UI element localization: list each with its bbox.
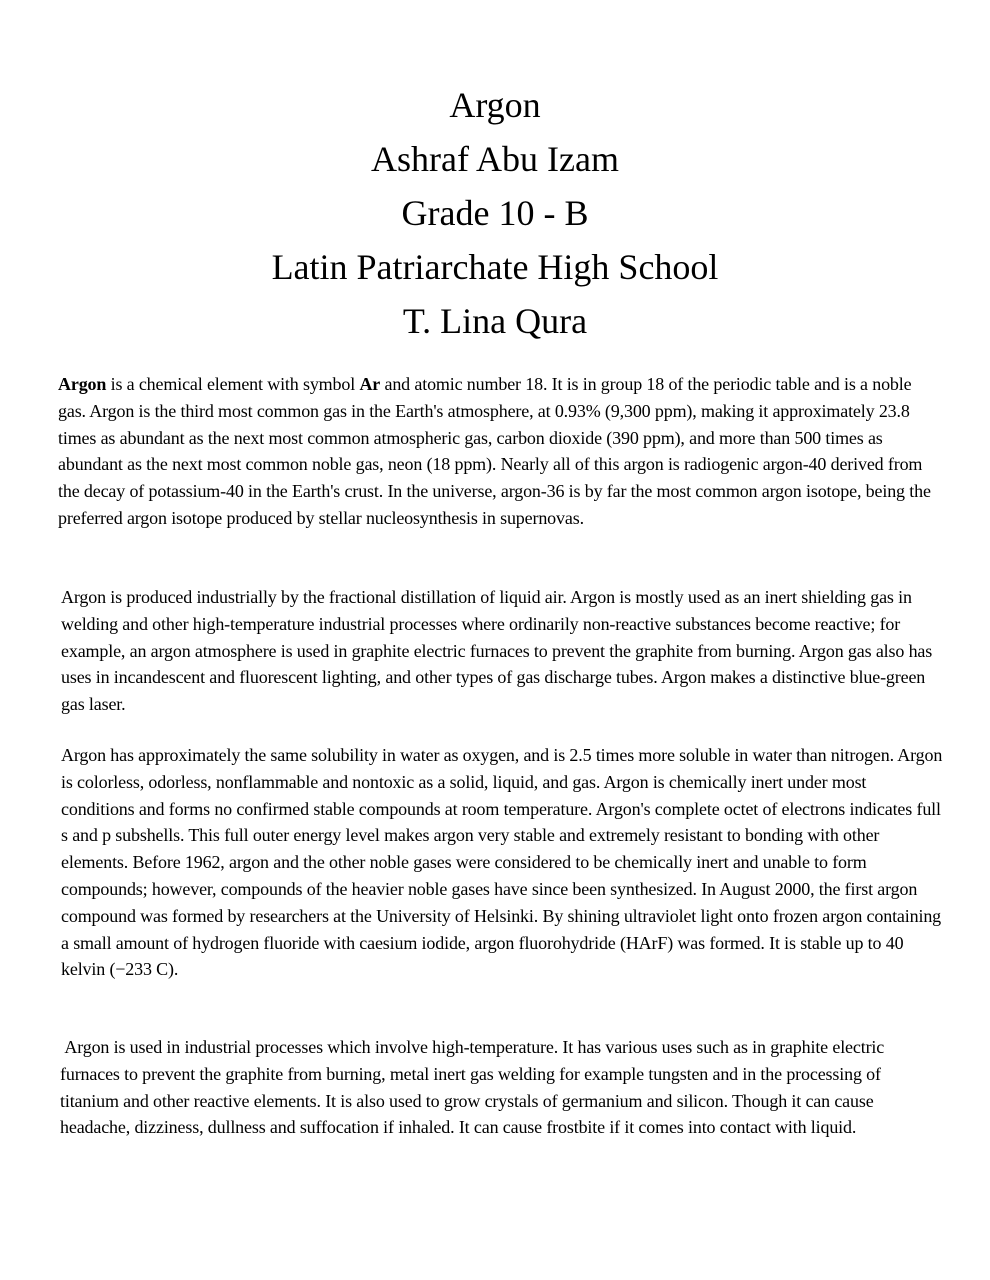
paragraph-uses: Argon is used in industrial processes which involve high-temperature. It has various uses such as in graphite electric furnaces to prevent the graphite from burning, metal inert gas welding for example tungsten and in the processing of titanium and other reactive elements. It is also used to grow crystals of germanium and silicon. Though it can cause headache, dizziness, dullness and suffocation if inhaled. It can cause frostbite if it comes into contact with liquid. (60, 1037, 889, 1138)
term-symbol: Ar (359, 374, 381, 394)
author-name: Ashraf Abu Izam (371, 139, 619, 179)
school-name: Latin Patriarchate High School (271, 247, 719, 287)
teacher-name: T. Lina Qura (402, 301, 588, 341)
term-argon: Argon (58, 374, 107, 394)
grade-line: Grade 10 - B (401, 193, 589, 233)
paragraph-properties: Argon has approximately the same solubility in water as oxygen, and is 2.5 times more soluble in water than nitrogen. Argon is colorless, odorless, nonflammable and nontoxic as a solid, liquid, and gas. Argon is chemically inert under most conditions and forms no confirmed stable compounds at room temperature. Argon's complete octet of electrons indicates full s and p subshells. This full outer energy level makes argon very stable and extremely resistant to bonding with other elements. Before 1962, argon and the other noble gases were considered to be chemically inert and unable to form compounds; however, compounds of the heavier noble gases have since been synthesized. In August 2000, the first argon compound was formed by researchers at the University of Helsinki. By shining ultraviolet light onto frozen argon containing a small amount of hydrogen fluoride with caesium iodide, argon fluorohydride (HArF) was formed. It is stable up to 40 kelvin (−233 C). (61, 745, 943, 980)
paragraph-intro-text-a: is a chemical element with symbol (106, 374, 360, 394)
paragraph-intro-text-b: and atomic number 18. It is in group 18 of the periodic table and is a noble gas. Argon is the third most common gas in the Earth's atmosphere, at 0.93% (9,300 ppm), making it approximately 23.8 times as abundant as the next most common atmospheric gas, carbon dioxide (390 ppm), and more than 500 times as abundant as the next most common noble gas, neon (18 ppm). Nearly all of this argon is radiogenic argon-40 derived from the decay of potassium-40 in the Earth's crust. In the universe, argon-36 is by far the most common argon isotope, being the preferred argon isotope produced by stellar nucleosynthesis in supernovas. (58, 374, 931, 528)
title-block (0, 78, 990, 348)
paragraph-production: Argon is produced industrially by the fractional distillation of liquid air. Argon is mostly used as an inert shielding gas in welding and other high-temperature industrial processes where ordinarily non-reactive substances become reactive; for example, an argon atmosphere is used in graphite electric furnaces to prevent the graphite from burning. Argon gas also has uses in incandescent and fluorescent lighting, and other types of gas discharge tubes. Argon makes a distinctive blue-green gas laser. (61, 587, 933, 715)
paragraph-intro (58, 371, 940, 532)
document-title: Argon (449, 85, 541, 125)
